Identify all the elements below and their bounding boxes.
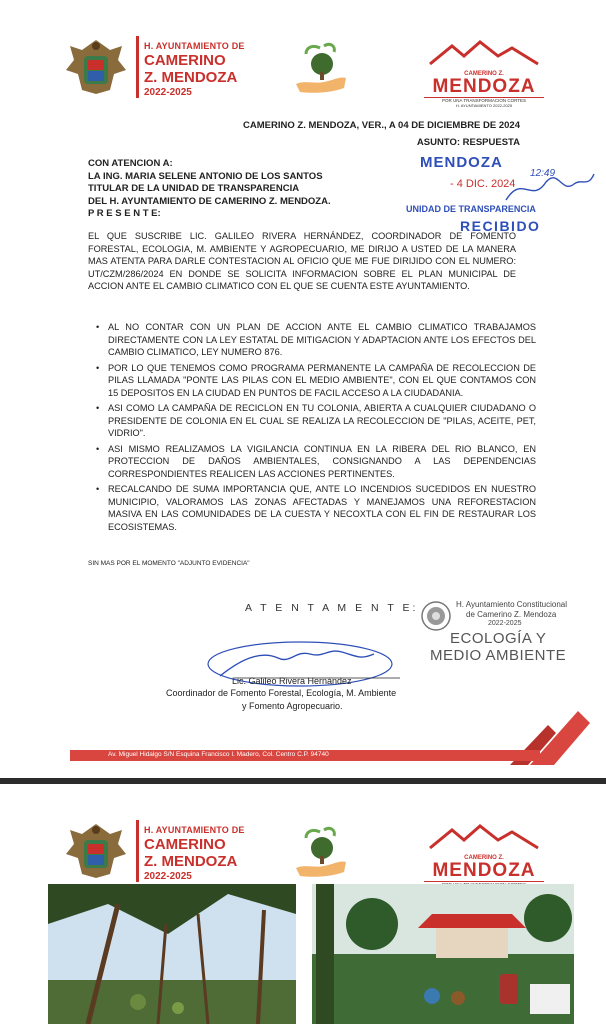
addressee-line: CON ATENCION A: [88, 158, 173, 169]
mendoza-brand-logo [424, 824, 544, 887]
received-stamp [402, 146, 602, 236]
mendoza-brand-logo [424, 40, 544, 108]
dept-name-line: ECOLOGÍA Y [450, 630, 547, 647]
addressee-line: DEL H. AYUNTAMIENTO DE CAMERINO Z. MENDOZA. [88, 195, 331, 207]
closing-line: SIN MAS POR EL MOMENTO "ADJUNTO EVIDENCIA" [88, 560, 250, 567]
ecology-hand-tree-logo [290, 38, 350, 98]
dept-name-line: MEDIO AMBIENTE [430, 647, 567, 664]
mountain-icon [424, 824, 544, 850]
ayuntamiento-label: H. AYUNTAMIENTO DE [144, 41, 245, 51]
municipality-line-1: CAMERINO [144, 836, 226, 853]
municipality-line-2: Z. MENDOZA [144, 69, 238, 86]
place-date: CAMERINO Z. MENDOZA, VER., A 04 DE DICIEMBRE DE 2024 [243, 120, 520, 131]
department-stamp [420, 598, 600, 668]
brand-subline: H. AYUNTAMIENTO 2022-2025 [455, 103, 513, 108]
signer-title: y Fomento Agropecuario. [242, 701, 343, 711]
list-item: • AL NO CONTAR CON UN PLAN DE ACCION ANTE EL CAMBIO CLIMATICO TRABAJAMOS DIRECTAMENTE CON LA LEY ESTATAL DE MITIGACION Y ADAPTACION ANTE LOS EFECTOS DEL CAMBIO CLIMATICO, LEY NUMERO 876. [108, 321, 536, 359]
period-label: 2022-2025 [144, 87, 192, 98]
list-item: • ASI MISMO REALIZAMOS LA VIGILANCIA CONTINUA EN LA RIBERA DEL RIO BLANCO, EN PROTECCION DE DAÑOS AMBIENTALES, CONSIGNANDO A LAS DEPENDENCIAS CORRESPONDIENTES REALICEN LAS ACCIONES PERTINENTES. [108, 443, 536, 481]
period-label: 2022-2025 [144, 871, 192, 882]
addressee-line: TITULAR DE LA UNIDAD DE TRANSPARENCIA [88, 183, 300, 194]
list-item: • POR LO QUE TENEMOS COMO PROGRAMA PERMANENTE LA CAMPAÑA DE RECOLECCION DE PILAS LLAMADA "PONTE LAS PILAS CON EL MEDIO AMBIENTE", CON EL QUE CONTAMOS CON 15 DEPOSITOS EN LA CIUDAD EN PUNTOS DE FACIL ACCESO A LA CIUDADANIA. [108, 362, 536, 400]
municipal-crest-logo [62, 36, 130, 98]
brand-top-text: CAMERINO Z. [464, 71, 504, 77]
brand-tagline: POR UNA TRANSFORMACION CORTES [424, 97, 544, 103]
mountain-icon [424, 40, 544, 66]
stamp-brand-word: MENDOZA [420, 154, 503, 171]
seal-icon [420, 600, 452, 632]
header-divider [136, 820, 139, 882]
dept-stamp-line: H. Ayuntamiento Constitucional [456, 600, 568, 609]
stamp-unit: UNIDAD DE TRANSPARENCIA [406, 204, 536, 214]
addressee-block [88, 158, 388, 221]
header-divider [136, 36, 139, 98]
stamp-time: 12:49 [530, 168, 556, 179]
municipal-crest-logo [62, 820, 130, 882]
stamp-date: - 4 DIC. 2024 [450, 178, 516, 190]
dept-stamp-line: 2022-2025 [488, 620, 522, 627]
list-item: • ASI COMO LA CAMPAÑA DE RECICLON EN TU COLONIA, ABIERTA A CUALQUIER CIUDADANO O PRESIDENTE DE COLONIA EN EL CUAL SE REALIZA LA RECOLECCION DE "PILAS, ACEITE, PET, VIDRIO". [108, 402, 536, 440]
municipality-line-1: CAMERINO [144, 52, 226, 69]
ayuntamiento-label: H. AYUNTAMIENTO DE [144, 825, 245, 835]
letter-page-2 [0, 784, 606, 1024]
sign-off: A T E N T A M E N T E: [245, 602, 419, 614]
footer-address: Av. Miguel Hidalgo S/N Esquina Francisco I. Madero, Col. Centro C.P. 94740 [108, 751, 329, 758]
signer-title: Coordinador de Fomento Forestal, Ecología, M. Ambiente [166, 688, 397, 698]
addressee-line: LA ING. MARIA SELENE ANTONIO DE LOS SANTOS [88, 170, 323, 182]
addressee-line: P R E S E N T E: [88, 208, 161, 219]
brand-main-text: MENDOZA [432, 76, 536, 97]
stamp-status: RECIBIDO [460, 218, 541, 234]
stamp-handwriting-mark [502, 164, 598, 210]
intro-paragraph: EL QUE SUSCRIBE LIC. GALILEO RIVERA HERNÁNDEZ, COORDINADOR DE FOMENTO FORESTAL, ECOLOGIA, M. AMBIENTE Y AGROPECUARIO, ME DIRIJO A USTED DE LA MANERA MAS ATENTA PARA DARLE CONTESTACION AL OFICIO QUE ME FUE DIRIJIDO CON EL NUMERO: UT/CZM/286/2024 EN DONDE SE SOLICITA INFORMACION SOBRE EL PLAN MUNICIPAL DE ACCION ANTE EL CAMBIO CLIMATICO CON EL QUE SE CUENTA ESTE AYUNTAMIENTO. [88, 231, 516, 291]
actions-list [88, 321, 536, 536]
ecology-hand-tree-logo [290, 822, 350, 882]
subject-line: ASUNTO: RESPUESTA [416, 137, 520, 148]
evidence-photo-forest [48, 884, 296, 1024]
brand-top-text: CAMERINO Z. [464, 855, 504, 861]
dept-stamp-line: de Camerino Z. Mendoza [466, 610, 557, 619]
evidence-photo-plaza [312, 884, 574, 1024]
signer-name: Lic. Galileo Rivera Hernández [232, 676, 352, 686]
municipality-line-2: Z. MENDOZA [144, 853, 238, 870]
list-item: • RECALCANDO DE SUMA IMPORTANCIA QUE, ANTE LO INCENDIOS SUCEDIDOS EN NUESTRO MUNICIPIO, VALORAMOS LAS ZONAS AFECTADAS Y MANEJAMOS UNA REFORESTACION MASIVA EN LAS COMUNIDADES DE LA CUESTA Y NECOXTLA CON EL FIN DE RESTAURAR LOS ECOSISTEMAS. [108, 483, 536, 533]
brand-main-text: MENDOZA [432, 860, 536, 881]
